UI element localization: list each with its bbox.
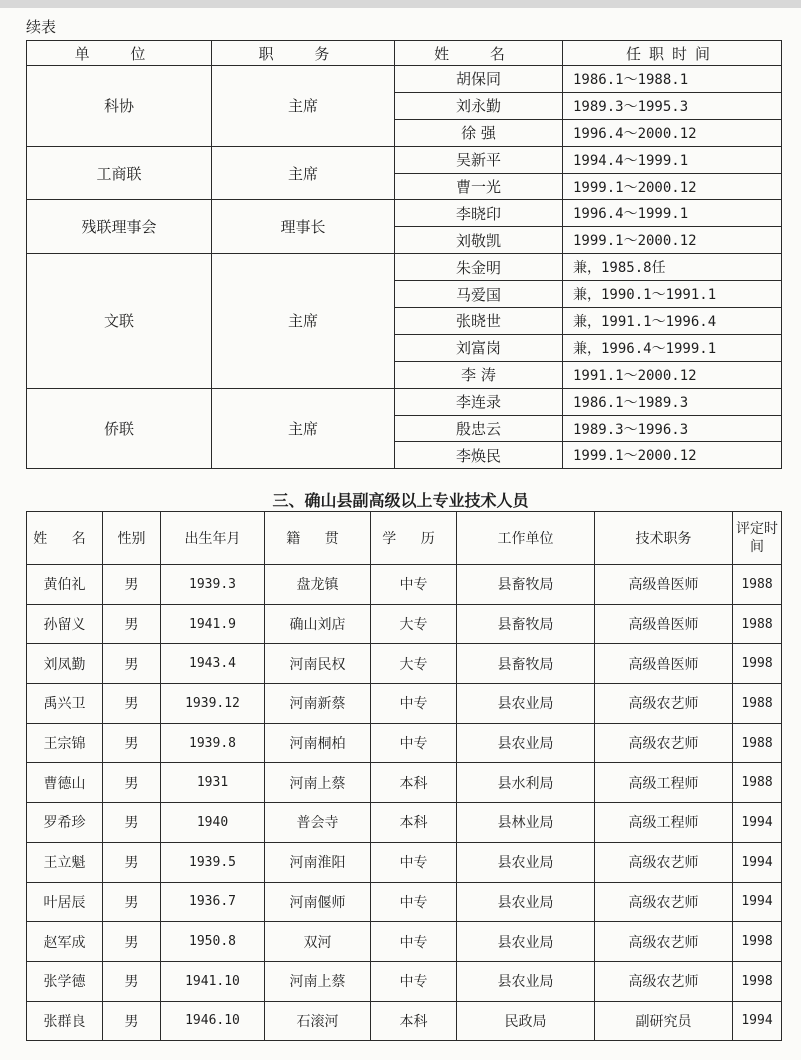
staff-row (27, 961, 782, 1001)
title-cell: 高级兽医师 (595, 604, 733, 644)
workplace-cell: 县农业局 (457, 723, 595, 763)
name-cell: 李 涛 (395, 361, 563, 388)
education-cell: 中专 (371, 961, 457, 1001)
continued-label: 续表 (26, 18, 57, 36)
officials-row (27, 66, 782, 93)
unit-cell: 残联理事会 (27, 200, 212, 254)
gender-cell: 男 (103, 565, 161, 605)
gender-cell: 男 (103, 922, 161, 962)
native-place-cell: 普会寺 (265, 803, 371, 843)
workplace-cell: 县畜牧局 (457, 644, 595, 684)
header-education: 学 历 (371, 512, 457, 565)
title-cell: 高级农艺师 (595, 842, 733, 882)
birth-cell: 1939.12 (161, 684, 265, 724)
gender-cell: 男 (103, 684, 161, 724)
staff-row (27, 1001, 782, 1041)
birth-cell: 1950.8 (161, 922, 265, 962)
officials-header-row (27, 41, 782, 66)
workplace-cell: 县畜牧局 (457, 565, 595, 605)
native-place-cell: 双河 (265, 922, 371, 962)
role-cell: 理事长 (212, 200, 395, 254)
header-term: 任职时间 (563, 41, 782, 66)
birth-cell: 1941.10 (161, 961, 265, 1001)
header-gender: 性别 (103, 512, 161, 565)
top-border (0, 0, 801, 8)
birth-cell: 1943.4 (161, 644, 265, 684)
eval-time-cell: 1988 (733, 604, 782, 644)
birth-cell: 1939.5 (161, 842, 265, 882)
native-place-cell: 河南新蔡 (265, 684, 371, 724)
name-cell: 徐 强 (395, 119, 563, 146)
workplace-cell: 县农业局 (457, 842, 595, 882)
staff-row (27, 763, 782, 803)
term-cell: 1994.4～1999.1 (563, 146, 782, 173)
header-unit: 单 位 (27, 41, 212, 66)
native-place-cell: 河南上蔡 (265, 763, 371, 803)
term-cell: 1999.1～2000.12 (563, 442, 782, 469)
education-cell: 本科 (371, 803, 457, 843)
header-birth: 出生年月 (161, 512, 265, 565)
name-cell: 曹一光 (395, 173, 563, 200)
birth-cell: 1936.7 (161, 882, 265, 922)
staff-name-cell: 禹兴卫 (27, 684, 103, 724)
native-place-cell: 石滚河 (265, 1001, 371, 1041)
staff-name-cell: 罗希珍 (27, 803, 103, 843)
term-cell: 兼，1996.4～1999.1 (563, 334, 782, 361)
role-cell: 主席 (212, 146, 395, 200)
education-cell: 大专 (371, 604, 457, 644)
eval-time-cell: 1988 (733, 684, 782, 724)
name-cell: 吴新平 (395, 146, 563, 173)
staff-name-cell: 曹德山 (27, 763, 103, 803)
staff-header-row (27, 512, 782, 565)
header-name: 姓 名 (395, 41, 563, 66)
role-cell: 主席 (212, 66, 395, 147)
staff-row (27, 604, 782, 644)
staff-row (27, 565, 782, 605)
eval-time-cell: 1988 (733, 565, 782, 605)
term-cell: 1986.1～1989.3 (563, 388, 782, 415)
title-cell: 高级农艺师 (595, 882, 733, 922)
staff-name-cell: 王宗锦 (27, 723, 103, 763)
workplace-cell: 县农业局 (457, 922, 595, 962)
staff-name-cell: 黄伯礼 (27, 565, 103, 605)
officials-table (26, 40, 782, 469)
eval-time-cell: 1994 (733, 882, 782, 922)
unit-cell: 文联 (27, 254, 212, 388)
education-cell: 本科 (371, 1001, 457, 1041)
name-cell: 李连录 (395, 388, 563, 415)
eval-time-cell: 1994 (733, 842, 782, 882)
gender-cell: 男 (103, 763, 161, 803)
header-role: 职 务 (212, 41, 395, 66)
officials-row (27, 254, 782, 281)
education-cell: 中专 (371, 842, 457, 882)
term-cell: 兼，1991.1～1996.4 (563, 308, 782, 335)
name-cell: 刘敬凯 (395, 227, 563, 254)
eval-time-cell: 1998 (733, 961, 782, 1001)
name-cell: 刘永勤 (395, 92, 563, 119)
header-title: 技术职务 (595, 512, 733, 565)
name-cell: 马爱国 (395, 281, 563, 308)
technical-staff-table (26, 511, 782, 1041)
staff-name-cell: 张群良 (27, 1001, 103, 1041)
staff-name-cell: 张学德 (27, 961, 103, 1001)
term-cell: 兼，1985.8任 (563, 254, 782, 281)
native-place-cell: 河南桐柏 (265, 723, 371, 763)
staff-name-cell: 刘凤勤 (27, 644, 103, 684)
native-place-cell: 河南淮阳 (265, 842, 371, 882)
gender-cell: 男 (103, 723, 161, 763)
education-cell: 中专 (371, 922, 457, 962)
education-cell: 中专 (371, 565, 457, 605)
name-cell: 李焕民 (395, 442, 563, 469)
staff-row (27, 882, 782, 922)
officials-row (27, 388, 782, 415)
birth-cell: 1946.10 (161, 1001, 265, 1041)
workplace-cell: 县畜牧局 (457, 604, 595, 644)
eval-time-cell: 1994 (733, 1001, 782, 1041)
title-cell: 副研究员 (595, 1001, 733, 1041)
header-workplace: 工作单位 (457, 512, 595, 565)
header-staff-name: 姓 名 (27, 512, 103, 565)
staff-name-cell: 孙留义 (27, 604, 103, 644)
unit-cell: 科协 (27, 66, 212, 147)
eval-time-cell: 1988 (733, 723, 782, 763)
header-eval-time: 评定时间 (733, 512, 782, 565)
term-cell: 1999.1～2000.12 (563, 173, 782, 200)
name-cell: 李晓印 (395, 200, 563, 227)
title-cell: 高级兽医师 (595, 644, 733, 684)
title-cell: 高级农艺师 (595, 723, 733, 763)
title-cell: 高级兽医师 (595, 565, 733, 605)
term-cell: 1991.1～2000.12 (563, 361, 782, 388)
title-cell: 高级农艺师 (595, 961, 733, 1001)
role-cell: 主席 (212, 388, 395, 469)
workplace-cell: 县水利局 (457, 763, 595, 803)
education-cell: 中专 (371, 723, 457, 763)
term-cell: 1986.1～1988.1 (563, 66, 782, 93)
title-cell: 高级工程师 (595, 803, 733, 843)
eval-time-cell: 1994 (733, 803, 782, 843)
education-cell: 中专 (371, 684, 457, 724)
term-cell: 1996.4～1999.1 (563, 200, 782, 227)
officials-row (27, 146, 782, 173)
term-cell: 1999.1～2000.12 (563, 227, 782, 254)
education-cell: 大专 (371, 644, 457, 684)
staff-row (27, 803, 782, 843)
gender-cell: 男 (103, 644, 161, 684)
gender-cell: 男 (103, 961, 161, 1001)
staff-row (27, 723, 782, 763)
section-title: 三、确山县副高级以上专业技术人员 (272, 491, 529, 510)
birth-cell: 1931 (161, 763, 265, 803)
staff-row (27, 644, 782, 684)
name-cell: 殷忠云 (395, 415, 563, 442)
name-cell: 刘富岗 (395, 334, 563, 361)
staff-name-cell: 叶居辰 (27, 882, 103, 922)
birth-cell: 1939.8 (161, 723, 265, 763)
workplace-cell: 县林业局 (457, 803, 595, 843)
birth-cell: 1940 (161, 803, 265, 843)
gender-cell: 男 (103, 1001, 161, 1041)
native-place-cell: 河南民权 (265, 644, 371, 684)
name-cell: 张晓世 (395, 308, 563, 335)
header-native-place: 籍 贯 (265, 512, 371, 565)
term-cell: 1996.4～2000.12 (563, 119, 782, 146)
native-place-cell: 河南上蔡 (265, 961, 371, 1001)
name-cell: 胡保同 (395, 66, 563, 93)
staff-row (27, 684, 782, 724)
eval-time-cell: 1988 (733, 763, 782, 803)
name-cell: 朱金明 (395, 254, 563, 281)
term-cell: 兼，1990.1～1991.1 (563, 281, 782, 308)
workplace-cell: 县农业局 (457, 961, 595, 1001)
gender-cell: 男 (103, 842, 161, 882)
gender-cell: 男 (103, 803, 161, 843)
eval-time-cell: 1998 (733, 922, 782, 962)
native-place-cell: 河南偃师 (265, 882, 371, 922)
unit-cell: 工商联 (27, 146, 212, 200)
education-cell: 中专 (371, 882, 457, 922)
role-cell: 主席 (212, 254, 395, 388)
term-cell: 1989.3～1995.3 (563, 92, 782, 119)
title-cell: 高级农艺师 (595, 922, 733, 962)
native-place-cell: 盘龙镇 (265, 565, 371, 605)
title-cell: 高级农艺师 (595, 684, 733, 724)
unit-cell: 侨联 (27, 388, 212, 469)
eval-time-cell: 1998 (733, 644, 782, 684)
title-cell: 高级工程师 (595, 763, 733, 803)
education-cell: 本科 (371, 763, 457, 803)
birth-cell: 1941.9 (161, 604, 265, 644)
workplace-cell: 县农业局 (457, 684, 595, 724)
gender-cell: 男 (103, 882, 161, 922)
staff-name-cell: 赵军成 (27, 922, 103, 962)
officials-row (27, 200, 782, 227)
workplace-cell: 县农业局 (457, 882, 595, 922)
term-cell: 1989.3～1996.3 (563, 415, 782, 442)
gender-cell: 男 (103, 604, 161, 644)
staff-name-cell: 王立魁 (27, 842, 103, 882)
native-place-cell: 确山刘店 (265, 604, 371, 644)
staff-row (27, 842, 782, 882)
birth-cell: 1939.3 (161, 565, 265, 605)
staff-row (27, 922, 782, 962)
workplace-cell: 民政局 (457, 1001, 595, 1041)
